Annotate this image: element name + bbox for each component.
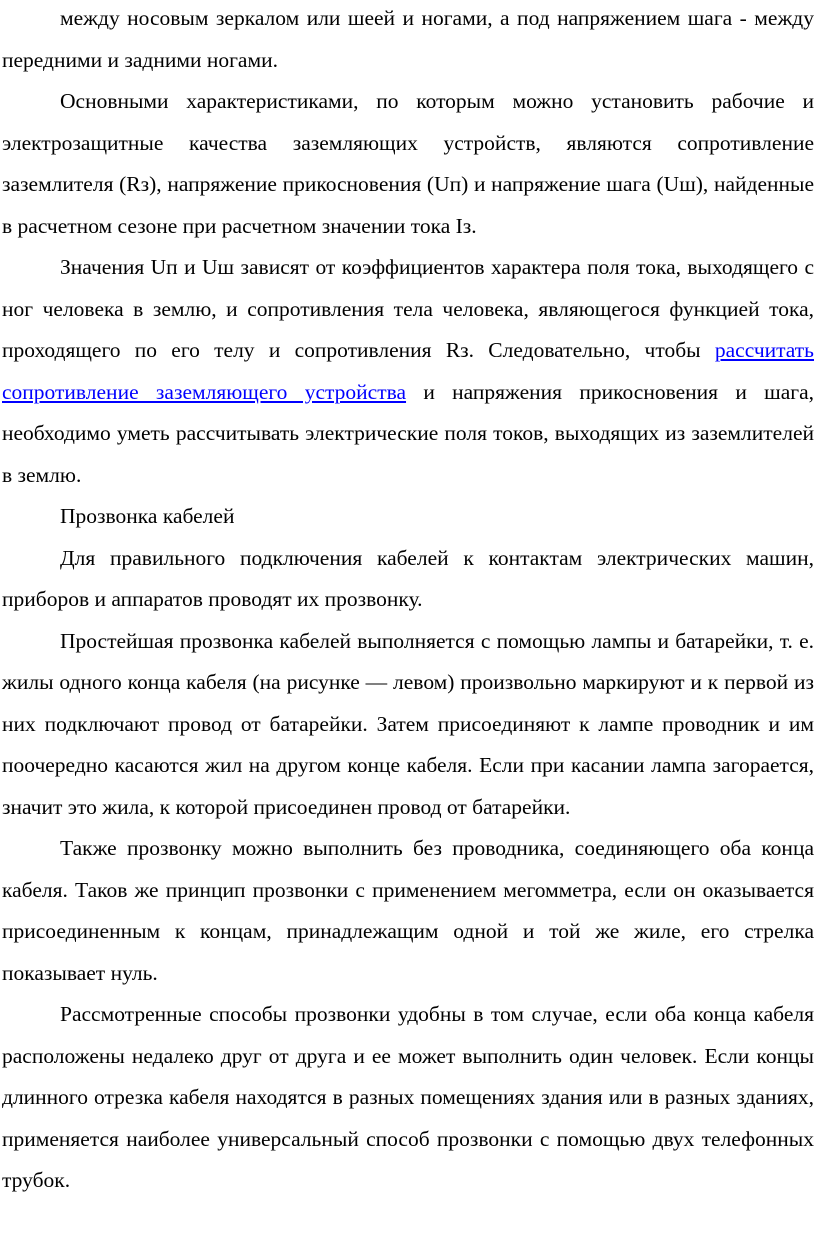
paragraph-text-before-link: Значения Uп и Uш зависят от коэффициентов характера поля тока, выходящего с ног человека в землю, и сопротивления тела человека, являющегося функцией тока, проходящего по его телу и сопротивления Rз. Следовательно, чтобы bbox=[2, 255, 814, 362]
paragraph-lamp-battery-method: Простейшая прозвонка кабелей выполняется с помощью лампы и батарейки, т. е. жилы одного конца кабеля (на рисунке — левом) произвольно маркируют и к первой из них подключают провод от батарейки. Затем присоединяют к лампе проводник и им поочередно касаются жил на другом конце кабеля. Если при касании лампа загорается, значит это жила, к которой присоединен провод от батарейки. bbox=[2, 628, 814, 819]
paragraph-grounding-characteristics: Основными характеристиками, по которым можно установить рабочие и электрозащитные качества заземляющих устройств, являются сопротивление заземлителя (Rз), напряжение прикосновения (Uп) и напряжение шага (Uш), найденные в расчетном сезоне при расчетном значении тока Iз. bbox=[2, 89, 814, 238]
paragraph-text-after-link: и напряжения прикосновения и шага, необходимо уметь рассчитывать электрические поля токов, выходящих из заземлителей в землю. bbox=[2, 379, 814, 487]
section-heading-cable-testing: Прозвонка кабелей bbox=[60, 504, 235, 528]
paragraph-telephone-method: Рассмотренные способы прозвонки удобны в том случае, если оба конца кабеля расположены недалеко друг от друга и ее может выполнить один человек. Если концы длинного отрезка кабеля находятся в разных помещениях здания или в разных зданиях, применяется наиболее универсальный способ прозвонки с помощью двух телефонных трубок. bbox=[2, 1002, 814, 1192]
grounding-resistance-link[interactable]: рассчитать сопротивление заземляющего устройства bbox=[2, 338, 814, 404]
paragraph-megohmmeter-method: Также прозвонку можно выполнить без проводника, соединяющего оба конца кабеля. Таков же принцип прозвонки с применением мегомметра, если он оказывается присоединенным к концам, принадлежащим одной и той же жиле, его стрелка показывает нуль. bbox=[2, 836, 814, 985]
paragraph-step-voltage-continuation: между носовым зеркалом или шеей и ногами, а под напряжением шага - между передними и задними ногами. bbox=[2, 6, 814, 72]
paragraph-voltage-dependence bbox=[2, 247, 814, 496]
paragraph-cable-connection: Для правильного подключения кабелей к контактам электрических машин, приборов и аппаратов проводят их прозвонку. bbox=[2, 545, 814, 611]
